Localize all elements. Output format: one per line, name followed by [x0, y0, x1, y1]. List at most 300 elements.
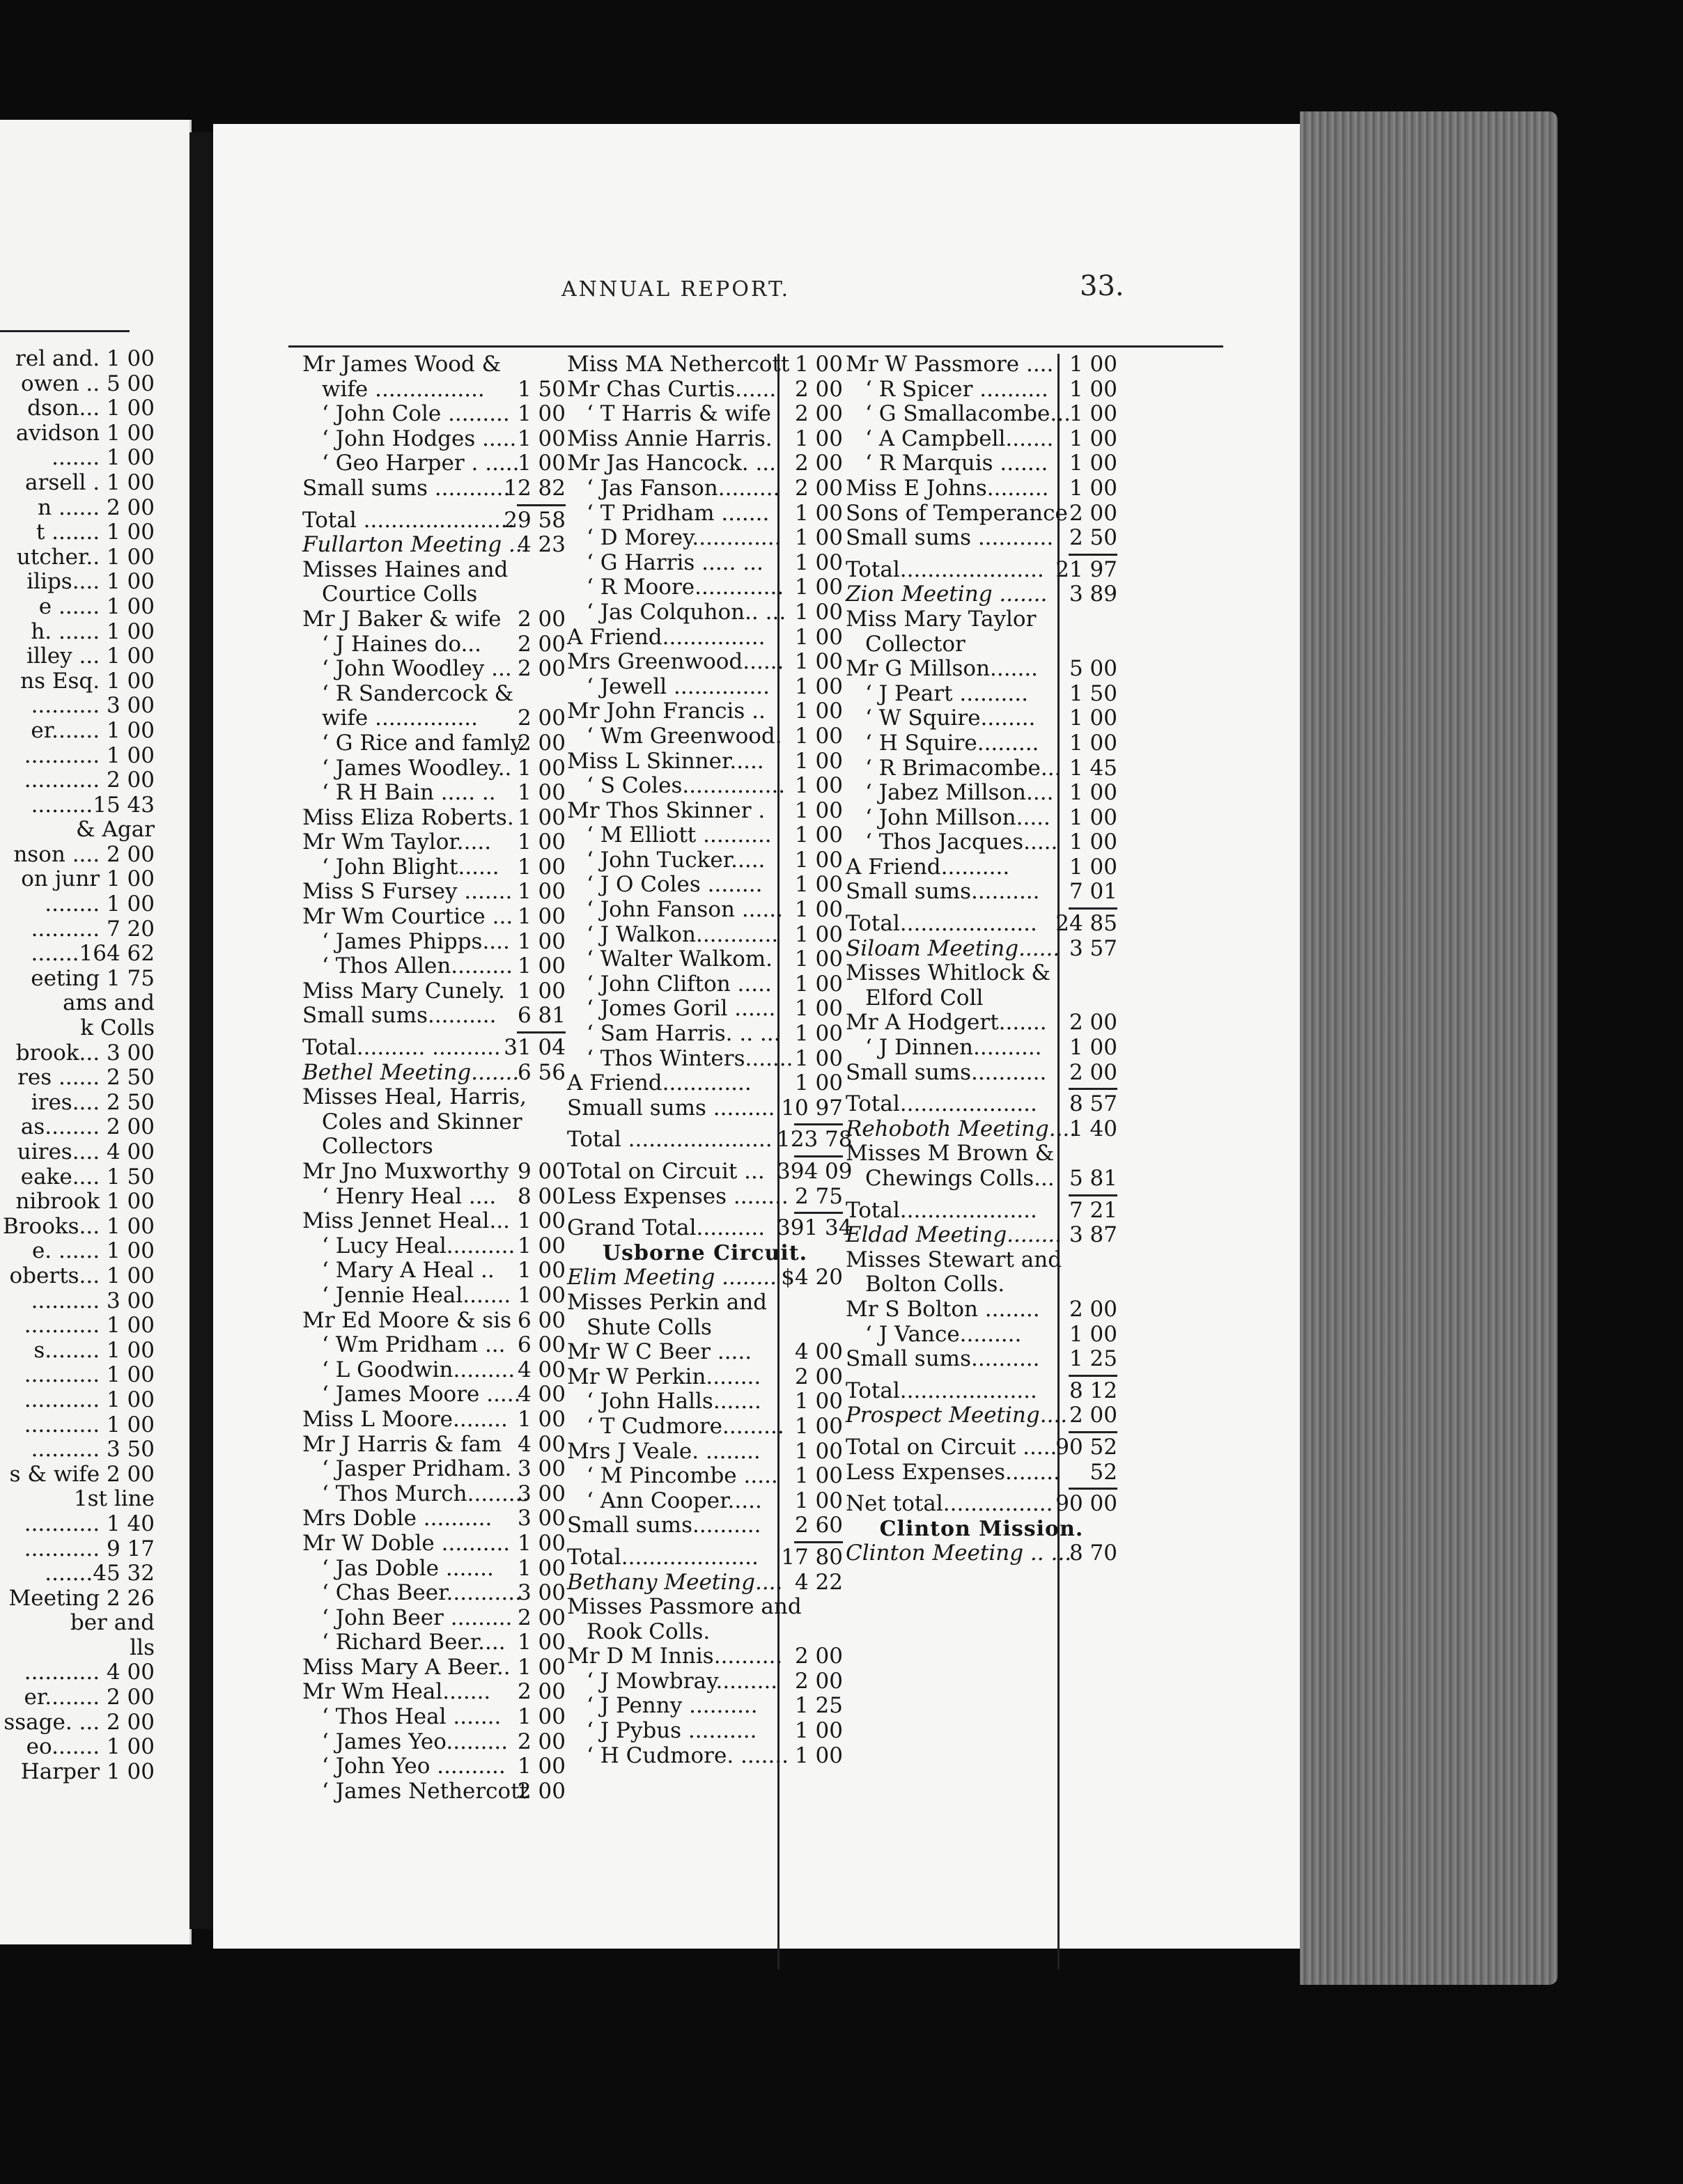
subscriber-entry	[567, 799, 843, 824]
subscriber-entry	[567, 377, 843, 403]
subscriber-entry	[567, 1620, 843, 1645]
entry-amount: 1 00	[794, 649, 843, 675]
entry-amount: 1 00	[517, 426, 566, 451]
subscriber-entry	[302, 427, 566, 452]
entry-amount: 1 00	[794, 699, 843, 724]
page-number: 33.	[1080, 270, 1124, 302]
entry-amount: 1 00	[1069, 705, 1117, 731]
subscriber-entry	[846, 1272, 1117, 1297]
subscriber-entry	[846, 806, 1117, 831]
entry-label: Rook Colls.	[587, 1618, 711, 1644]
entry-label: ‘ Mary A Heal ..	[322, 1258, 495, 1284]
entry-label: ‘ J Vance.........	[865, 1321, 1022, 1347]
entry-label: ‘ Jennie Heal.......	[322, 1282, 511, 1308]
entry-label: Less Expenses ........	[567, 1183, 789, 1209]
entry-amount: 21 97	[1055, 556, 1117, 582]
entry-amount: 1 00	[794, 946, 843, 972]
entry-amount: 10 97	[781, 1095, 843, 1121]
entry-amount: 1 00	[517, 451, 566, 476]
left-page-line: avidson 1 00	[15, 420, 155, 446]
entry-amount: 1 00	[1069, 854, 1117, 880]
entry-amount: 31 04	[504, 1035, 566, 1061]
entry-label: Coles and Skinner	[322, 1109, 522, 1134]
subscriber-entry	[567, 1644, 843, 1669]
entry-amount: 1 00	[794, 897, 843, 923]
entry-amount: 6 56	[517, 1059, 566, 1085]
entry-label: ‘ R Brimacombe...	[865, 755, 1062, 781]
entry-amount: 2 00	[794, 401, 843, 427]
entry-amount: 1 45	[1069, 755, 1117, 781]
entry-amount: 8 12	[1069, 1378, 1117, 1403]
entry-label: A Friend.............	[567, 1070, 752, 1096]
entry-label: wife ...............	[322, 705, 478, 731]
entry-label: ‘ Jas Colquhon.. ...	[587, 599, 786, 625]
subscriber-entry	[567, 1047, 843, 1072]
subscriber-entry	[567, 1595, 843, 1620]
left-page-line: Harper 1 00	[20, 1758, 155, 1784]
entry-label: Eldad Meeting........	[846, 1222, 1062, 1248]
subscriber-entry	[567, 724, 843, 749]
total-row	[302, 1036, 566, 1061]
left-page-line: h. ...... 1 00	[31, 618, 155, 644]
entry-amount: 12 82	[504, 475, 566, 501]
subscriber-entry	[846, 1167, 1117, 1192]
entry-amount: 7 01	[1069, 879, 1117, 905]
subscriber-entry	[302, 451, 566, 476]
meeting-entry	[846, 1117, 1117, 1142]
entry-amount: 2 00	[517, 1778, 566, 1804]
entry-label: ‘ G Harris ..... ...	[587, 549, 763, 575]
subscriber-entry	[846, 756, 1117, 781]
entry-label: Mr J Harris & fam	[302, 1431, 502, 1457]
entry-label: Miss Mary Cunely.	[302, 978, 505, 1004]
subscriber-entry	[302, 1630, 566, 1655]
entry-label: ‘ R Sandercock &	[322, 680, 514, 706]
entry-amount: 5 81	[1069, 1166, 1117, 1191]
left-page-line: t ....... 1 00	[36, 520, 155, 545]
left-page-line: owen .. 5 00	[21, 370, 155, 396]
entry-label: wife ................	[322, 376, 485, 402]
entry-amount: 1 00	[517, 928, 566, 954]
left-page-line: s & wife 2 00	[9, 1461, 155, 1487]
entry-amount: 2 75	[794, 1183, 843, 1209]
subscriber-entry	[302, 582, 566, 607]
subscriber-entry	[302, 781, 566, 806]
subscriber-entry	[567, 1365, 843, 1390]
entry-label: Usborne Circuit.	[602, 1240, 808, 1265]
left-page-line: eo....... 1 00	[26, 1734, 155, 1760]
entry-label: Mrs Greenwood......	[567, 649, 784, 675]
entry-label: ‘ John Beer .........	[322, 1605, 513, 1630]
subscriber-entry	[302, 402, 566, 427]
entry-label: Mrs Doble ..........	[302, 1506, 493, 1531]
left-page-line: on junr 1 00	[21, 866, 155, 892]
running-head: ANNUAL REPORT.	[561, 277, 791, 302]
entry-label: ‘ John Halls.......	[587, 1389, 761, 1414]
subscriber-entry	[567, 427, 843, 452]
meeting-entry	[846, 937, 1117, 962]
subscriber-entry	[567, 1185, 843, 1210]
entry-label: A Friend...............	[567, 624, 766, 650]
entry-label: Miss Eliza Roberts.	[302, 804, 514, 830]
subscriber-entry	[846, 501, 1117, 526]
left-page-line: rel and. 1 00	[15, 346, 155, 371]
meeting-entry	[846, 1223, 1117, 1248]
entry-label: Mr W Perkin........	[567, 1364, 761, 1389]
entry-label: Mr J Baker & wife	[302, 606, 502, 632]
entry-label: Mr Chas Curtis......	[567, 376, 777, 402]
entry-label: ‘ T Pridham .......	[587, 500, 770, 526]
left-page-line: eake.... 1 50	[20, 1164, 155, 1190]
subscriber-entry	[567, 1022, 843, 1047]
entry-label: ‘ Jabez Millson....	[865, 780, 1054, 806]
entry-amount: 3 57	[1069, 935, 1117, 961]
entry-amount: 1 00	[517, 953, 566, 979]
entry-label: ‘ John Fanson ......	[587, 897, 783, 923]
entry-amount: 2 00	[517, 1729, 566, 1754]
subscriber-entry	[567, 848, 843, 873]
subscriber-entry	[567, 972, 843, 997]
subscriber-entry	[302, 1581, 566, 1606]
subscriber-entry	[302, 855, 566, 880]
entry-amount: 1 50	[517, 376, 566, 402]
subscriber-entry	[846, 402, 1117, 427]
subscriber-entry	[302, 682, 566, 707]
entry-label: ‘ H Cudmore. .......	[587, 1742, 789, 1768]
subscriber-entry	[567, 923, 843, 948]
subscriber-entry	[302, 657, 566, 682]
entry-label: Elford Coll	[865, 985, 984, 1011]
entry-amount: 3 87	[1069, 1222, 1117, 1248]
subscriber-entry	[302, 1258, 566, 1284]
entry-label: Small sums..........	[846, 1346, 1040, 1372]
subscriber-entry	[567, 600, 843, 625]
entry-amount: 1 25	[1069, 1346, 1117, 1372]
subscriber-entry	[846, 632, 1117, 657]
total-row	[567, 1159, 853, 1185]
entry-label: Mr Thos Skinner .	[567, 797, 766, 823]
entry-label: Clinton Mission.	[879, 1516, 1084, 1541]
subscriber-entry	[846, 1036, 1117, 1061]
entry-amount: 3 89	[1069, 582, 1117, 607]
subscriber-entry	[846, 1061, 1117, 1086]
subscriber-entry	[567, 1513, 843, 1538]
entry-amount: 1 00	[517, 1258, 566, 1284]
subscriber-entry	[567, 873, 843, 898]
entry-amount: 7 21	[1069, 1197, 1117, 1223]
subscriber-entry	[302, 979, 566, 1004]
meeting-entry	[302, 1061, 566, 1086]
subscriber-entry	[846, 1248, 1117, 1273]
entry-amount: 8 57	[1069, 1091, 1117, 1117]
left-page-line: er........ 2 00	[24, 1685, 155, 1710]
left-page-line: dson... 1 00	[27, 396, 155, 421]
meeting-entry	[846, 1403, 1117, 1428]
entry-label: Smuall sums .........	[567, 1095, 775, 1121]
entry-amount: 1 00	[794, 673, 843, 699]
entry-amount: 52	[1089, 1459, 1117, 1485]
entry-label: Total....................	[846, 911, 1037, 937]
subscriber-entry	[302, 1433, 566, 1458]
entry-amount: 1 00	[794, 1021, 843, 1047]
entry-amount: 3 00	[517, 1456, 566, 1482]
subscriber-entry	[302, 1531, 566, 1557]
subscriber-entry	[846, 731, 1117, 756]
subscriber-entry	[567, 625, 843, 650]
subscriber-entry	[302, 1333, 566, 1358]
entry-label: Mr W C Beer .....	[567, 1339, 752, 1365]
subscriber-entry	[846, 352, 1117, 377]
left-page-line: .......45 32	[45, 1561, 155, 1586]
entry-label: Miss Jennet Heal...	[302, 1208, 511, 1234]
entry-amount: 2 00	[794, 376, 843, 402]
left-page-line: er....... 1 00	[31, 717, 155, 743]
entry-label: ‘ John Clifton .....	[587, 971, 772, 997]
entry-label: ‘ Jas Fanson.........	[587, 475, 780, 501]
entry-label: Mr Wm Courtice ...	[302, 904, 513, 930]
left-page-line: oberts... 1 00	[9, 1263, 155, 1288]
entry-amount: 1 00	[794, 575, 843, 600]
subscriber-entry	[302, 1160, 566, 1185]
entry-label: Mr Wm Taylor.....	[302, 829, 492, 855]
left-page-line: 1st line	[73, 1486, 155, 1512]
subscriber-entry	[302, 905, 566, 930]
entry-label: Rehoboth Meeting....	[846, 1116, 1077, 1141]
meeting-entry	[846, 1541, 1117, 1566]
entry-label: Miss Annie Harris.	[567, 426, 773, 451]
entry-amount: 1 00	[517, 755, 566, 781]
subscriber-entry	[567, 898, 843, 923]
entry-label: ‘ Chas Beer...........	[322, 1580, 522, 1606]
entry-amount: 2 00	[517, 656, 566, 682]
subscriber-entry	[302, 1284, 566, 1309]
entry-amount: 90 00	[1055, 1491, 1117, 1517]
entry-label: Total....................	[846, 1197, 1037, 1223]
left-page-line: s........ 1 00	[33, 1337, 155, 1363]
entry-label: ‘ Henry Heal ....	[322, 1183, 497, 1209]
subscriber-entry	[302, 1110, 566, 1135]
entry-amount: 1 40	[1069, 1116, 1117, 1141]
entry-amount: 4 00	[517, 1382, 566, 1407]
entry-label: Elim Meeting ........	[567, 1265, 777, 1290]
entry-label: ‘ John Woodley ...	[322, 656, 512, 682]
entry-amount: 1 00	[794, 847, 843, 873]
entry-label: Misses Passmore and	[567, 1594, 802, 1620]
entry-amount: 4 23	[517, 532, 566, 558]
left-page-fragment	[0, 120, 192, 1944]
left-page-line: ........... 1 00	[24, 1412, 155, 1437]
entry-amount: 1 00	[1069, 401, 1117, 427]
total-row	[846, 1092, 1117, 1117]
entry-label: Mr W Doble ..........	[302, 1530, 511, 1556]
entry-amount: 1 00	[517, 1555, 566, 1581]
left-page-line: .........15 43	[31, 792, 155, 818]
subscriber-entry	[567, 650, 843, 675]
total-row	[846, 1379, 1117, 1404]
circuit-heading	[567, 1241, 843, 1266]
entry-label: Chewings Colls...	[865, 1166, 1055, 1191]
left-page-line: ........... 9 17	[24, 1536, 155, 1561]
subscription-column-3	[846, 352, 1117, 1566]
entry-label: ‘ T Harris & wife	[587, 401, 771, 427]
entry-label: Mr Wm Heal.......	[302, 1679, 491, 1705]
entry-amount: 29 58	[504, 507, 566, 533]
entry-amount: 1 00	[517, 1406, 566, 1432]
meeting-entry	[567, 1265, 843, 1290]
entry-label: ‘ John Millson.....	[865, 804, 1050, 830]
entry-label: ‘ R Spicer ..........	[865, 376, 1048, 402]
entry-label: ‘ A Campbell.......	[865, 426, 1054, 451]
entry-amount: 9 00	[517, 1159, 566, 1184]
entry-label: ‘ J Walkon............	[587, 921, 779, 947]
left-page-line: arsell . 1 00	[25, 469, 155, 495]
entry-amount: 1 00	[517, 1704, 566, 1730]
entry-label: Mr W Passmore ....	[846, 352, 1054, 377]
entry-amount: 2 00	[1069, 1059, 1117, 1085]
subscriber-entry	[846, 1323, 1117, 1348]
entry-amount: 1 00	[794, 624, 843, 650]
left-page-line: ams and	[63, 990, 155, 1016]
left-page-line: ........... 2 00	[24, 767, 155, 793]
entry-amount: 1 00	[1069, 426, 1117, 451]
entry-label: Total .....................	[567, 1127, 773, 1153]
meeting-entry	[302, 533, 566, 558]
left-page-head-rule	[0, 330, 130, 332]
subscriber-entry	[302, 607, 566, 632]
entry-amount: 90 52	[1055, 1434, 1117, 1460]
entry-label: ‘ James Yeo.........	[322, 1729, 509, 1754]
subscriber-entry	[302, 1382, 566, 1407]
total-row	[567, 1127, 853, 1153]
entry-amount: 1 00	[517, 879, 566, 905]
entry-amount: 24 85	[1055, 911, 1117, 937]
left-page-line: e. ...... 1 00	[31, 1238, 155, 1264]
head-rule	[288, 345, 1223, 348]
left-page-line: ires.... 2 50	[31, 1089, 155, 1115]
entry-label: Sons of Temperance	[846, 500, 1068, 526]
entry-label: ‘ G Smallacombe...	[865, 401, 1071, 427]
entry-label: ‘ J Penny ..........	[587, 1693, 758, 1719]
subscriber-entry	[567, 1071, 843, 1096]
entry-amount: 1 00	[794, 748, 843, 774]
subscription-column-1	[302, 352, 566, 1804]
entry-amount: 123 78	[777, 1127, 853, 1153]
entry-amount: 2 00	[794, 1364, 843, 1389]
entry-amount: 1 00	[794, 1488, 843, 1513]
entry-label: ‘ Thos Jacques.....	[865, 829, 1058, 855]
subscriber-entry	[567, 1694, 843, 1719]
entry-amount: 6 00	[517, 1307, 566, 1333]
entry-amount: 1 00	[794, 872, 843, 898]
entry-label: Misses M Brown &	[846, 1141, 1055, 1167]
entry-amount: 2 50	[1069, 525, 1117, 551]
entry-amount: 1 00	[794, 1389, 843, 1414]
entry-label: Small sums..........	[302, 1003, 497, 1029]
entry-amount: 1 00	[1069, 352, 1117, 377]
subscriber-entry	[567, 1316, 843, 1341]
entry-label: Small sums...........	[846, 1059, 1047, 1085]
entry-label: ‘ G Rice and famly	[322, 730, 523, 756]
left-page-entries	[3, 347, 155, 1784]
subscriber-entry	[567, 699, 843, 724]
entry-amount: 1 00	[794, 1718, 843, 1744]
entry-label: Mr Jas Hancock. ...	[567, 451, 777, 476]
entry-amount: 1 00	[794, 599, 843, 625]
subscriber-entry	[567, 675, 843, 700]
entry-amount: 8 70	[1069, 1540, 1117, 1566]
entry-amount: $4 20	[781, 1265, 843, 1290]
entry-label: ‘ J Mowbray.........	[587, 1668, 778, 1694]
subscriber-entry	[846, 476, 1117, 501]
entry-label: Miss Mary A Beer..	[302, 1654, 511, 1680]
subscriber-entry	[846, 961, 1117, 986]
subscriber-entry	[567, 1719, 843, 1744]
book-gutter	[189, 132, 213, 1929]
subscriber-entry	[302, 1730, 566, 1755]
subscriber-entry	[302, 632, 566, 657]
entry-amount: 1 00	[794, 426, 843, 451]
left-page-line: uires.... 4 00	[17, 1139, 155, 1164]
left-page-line: ........... 1 00	[24, 1362, 155, 1388]
left-page-line: nibrook 1 00	[15, 1189, 155, 1215]
entry-label: Misses Whitlock &	[846, 960, 1050, 986]
entry-amount: 1 00	[517, 804, 566, 830]
entry-label: ‘ James Phipps....	[322, 928, 510, 954]
subscriber-entry	[846, 607, 1117, 632]
entry-label: Mr A Hodgert.......	[846, 1010, 1047, 1036]
entry-amount: 2 00	[1069, 1296, 1117, 1322]
subscriber-entry	[567, 947, 843, 972]
total-row	[846, 558, 1117, 583]
left-page-line: .......... 3 00	[31, 1288, 155, 1313]
entry-label: Misses Stewart and	[846, 1247, 1062, 1272]
subscriber-entry	[302, 558, 566, 583]
entry-label: Total.......... ..........	[302, 1035, 501, 1061]
entry-label: Total....................	[846, 1091, 1037, 1117]
entry-amount: 1 50	[1069, 680, 1117, 706]
subscriber-entry	[302, 706, 566, 731]
left-page-line: res ...... 2 50	[17, 1065, 155, 1091]
entry-amount: 1 00	[517, 1754, 566, 1779]
subscriber-entry	[846, 1141, 1117, 1167]
entry-amount: 5 00	[1069, 656, 1117, 682]
entry-amount: 1 00	[517, 1233, 566, 1258]
subscriber-entry	[302, 1309, 566, 1334]
entry-label: ‘ Jas Doble .......	[322, 1555, 494, 1581]
entry-amount: 1 00	[1069, 804, 1117, 830]
entry-amount: 1 00	[517, 1654, 566, 1680]
entry-label: ‘ M Pincombe .....	[587, 1463, 778, 1489]
entry-label: ‘ J Dinnen..........	[865, 1035, 1042, 1061]
subscriber-entry	[846, 855, 1117, 880]
entry-amount: 1 00	[1069, 730, 1117, 756]
subscriber-entry	[567, 551, 843, 576]
entry-amount: 1 00	[517, 829, 566, 855]
entry-label: ‘ James Woodley..	[322, 755, 512, 781]
total-row	[567, 1545, 843, 1570]
entry-label: Total.....................	[846, 556, 1044, 582]
entry-amount: 391 34	[777, 1215, 853, 1241]
left-page-line: ssage. ... 2 00	[3, 1709, 155, 1735]
subscriber-entry	[302, 930, 566, 955]
entry-amount: 1 00	[1069, 475, 1117, 501]
entry-amount: 1 00	[1069, 780, 1117, 806]
entry-label: Mr Jno Muxworthy	[302, 1159, 509, 1184]
entry-amount: 1 00	[1069, 451, 1117, 476]
entry-amount: 1 00	[517, 780, 566, 806]
left-page-line: n ...... 2 00	[38, 494, 155, 520]
entry-label: Mr John Francis ..	[567, 699, 766, 724]
